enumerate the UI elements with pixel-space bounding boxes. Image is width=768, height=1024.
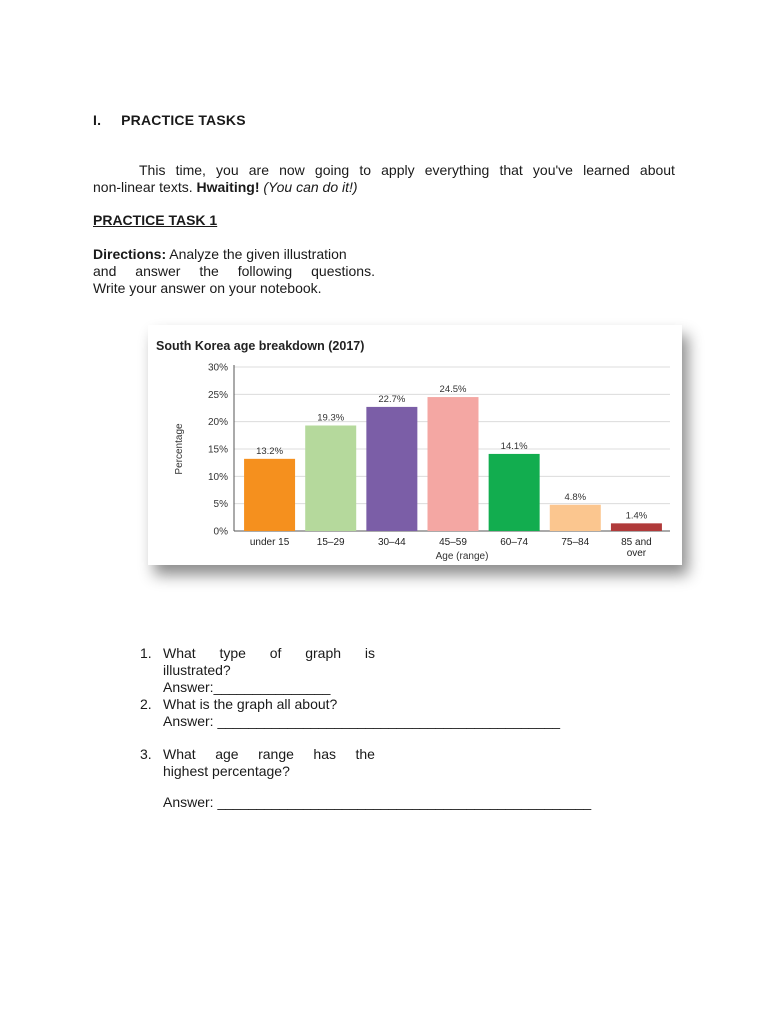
question-number: 1. bbox=[140, 645, 152, 661]
bar-chart bbox=[148, 325, 682, 565]
x-tick-label: over bbox=[626, 548, 647, 559]
y-tick-label: 25% bbox=[207, 389, 228, 401]
y-tick-label: 30% bbox=[207, 362, 228, 374]
bar bbox=[366, 407, 417, 531]
intro-word: to bbox=[359, 162, 371, 178]
question-word: What bbox=[163, 746, 196, 762]
y-tick-label: 20% bbox=[207, 417, 228, 429]
intro-cheer: Hwaiting! bbox=[196, 179, 260, 195]
question-word: is bbox=[364, 645, 375, 661]
y-tick-label: 10% bbox=[207, 471, 228, 483]
question-word: range bbox=[258, 746, 294, 762]
question-number: 2. bbox=[140, 696, 152, 712]
question-text: illustrated? bbox=[163, 662, 231, 678]
x-tick-label: 75–84 bbox=[561, 537, 590, 548]
bar bbox=[244, 459, 295, 531]
chart-title: South Korea age breakdown (2017) bbox=[156, 339, 365, 353]
section-number: I. bbox=[93, 112, 102, 128]
answer-blank: Answer:_______________ bbox=[163, 679, 331, 695]
section-heading bbox=[93, 112, 246, 128]
intro-line-1 bbox=[93, 162, 675, 179]
x-tick-label: 85 and bbox=[621, 537, 652, 548]
question-word: the bbox=[355, 746, 375, 762]
intro-word: about bbox=[639, 162, 675, 178]
intro-line-2 bbox=[93, 179, 675, 196]
bar bbox=[489, 454, 540, 531]
data-label: 1.4% bbox=[625, 510, 648, 522]
intro-word: This bbox=[139, 162, 166, 178]
directions-word: and bbox=[93, 263, 117, 279]
y-axis-label: Percentage bbox=[174, 423, 185, 475]
directions-word: the bbox=[199, 263, 219, 279]
intro-translation: (You can do it!) bbox=[263, 179, 358, 195]
intro-word: time, bbox=[175, 162, 206, 178]
question-text: What is the graph all about? bbox=[163, 696, 338, 712]
data-label: 22.7% bbox=[378, 393, 406, 405]
y-tick-label: 15% bbox=[207, 444, 228, 456]
question-number: 3. bbox=[140, 746, 152, 762]
intro-word: that bbox=[499, 162, 523, 178]
intro-word: you bbox=[216, 162, 239, 178]
section-title: PRACTICE TASKS bbox=[121, 112, 246, 128]
intro-word: are bbox=[248, 162, 269, 178]
bar bbox=[428, 397, 479, 531]
x-tick-label: 45–59 bbox=[439, 537, 467, 548]
bar-chart-illustration bbox=[148, 325, 682, 565]
intro-text: non-linear texts. bbox=[93, 179, 197, 195]
question-text bbox=[163, 746, 375, 763]
x-axis-label: Age (range) bbox=[435, 551, 489, 562]
data-label: 19.3% bbox=[317, 412, 345, 424]
question-word: graph bbox=[305, 645, 342, 661]
y-tick-label: 5% bbox=[213, 499, 228, 511]
question-word: of bbox=[269, 645, 282, 661]
intro-word: everything bbox=[424, 162, 490, 178]
intro-word: going bbox=[314, 162, 350, 178]
x-tick-label: 30–44 bbox=[377, 537, 406, 548]
directions-text: Analyze the given illustration bbox=[169, 246, 347, 262]
intro-paragraph bbox=[93, 162, 675, 196]
practice-task-title: PRACTICE TASK 1 bbox=[93, 212, 218, 228]
data-label: 14.1% bbox=[500, 440, 528, 452]
question-text: highest percentage? bbox=[163, 763, 290, 779]
intro-word: now bbox=[279, 162, 305, 178]
directions-line-3: Write your answer on your notebook. bbox=[93, 280, 322, 296]
directions-word: following bbox=[237, 263, 293, 279]
directions-line-1 bbox=[93, 246, 375, 263]
question-word: has bbox=[313, 746, 336, 762]
directions-word: questions. bbox=[311, 263, 375, 279]
y-tick-label: 0% bbox=[213, 526, 228, 538]
bar bbox=[611, 523, 662, 531]
x-tick-label: 60–74 bbox=[500, 537, 529, 548]
answer-blank: Answer: ________________________________________________ bbox=[163, 794, 592, 810]
directions-line-2 bbox=[93, 263, 375, 280]
data-label: 24.5% bbox=[439, 384, 467, 396]
intro-word: learned bbox=[583, 162, 630, 178]
data-label: 4.8% bbox=[564, 491, 587, 503]
question-text bbox=[163, 645, 375, 662]
bar bbox=[305, 425, 356, 531]
answer-blank: Answer: ____________________________________________ bbox=[163, 713, 561, 729]
data-label: 13.2% bbox=[256, 445, 284, 457]
question-word: What bbox=[163, 645, 196, 661]
directions-word: answer bbox=[135, 263, 181, 279]
directions-label: Directions: bbox=[93, 246, 167, 262]
bar bbox=[550, 505, 601, 531]
question-word: age bbox=[215, 746, 239, 762]
intro-word: apply bbox=[381, 162, 415, 178]
x-tick-label: under 15 bbox=[249, 537, 290, 548]
x-tick-label: 15–29 bbox=[316, 537, 345, 548]
question-word: type bbox=[219, 645, 246, 661]
intro-word: you've bbox=[532, 162, 573, 178]
directions bbox=[93, 246, 375, 297]
